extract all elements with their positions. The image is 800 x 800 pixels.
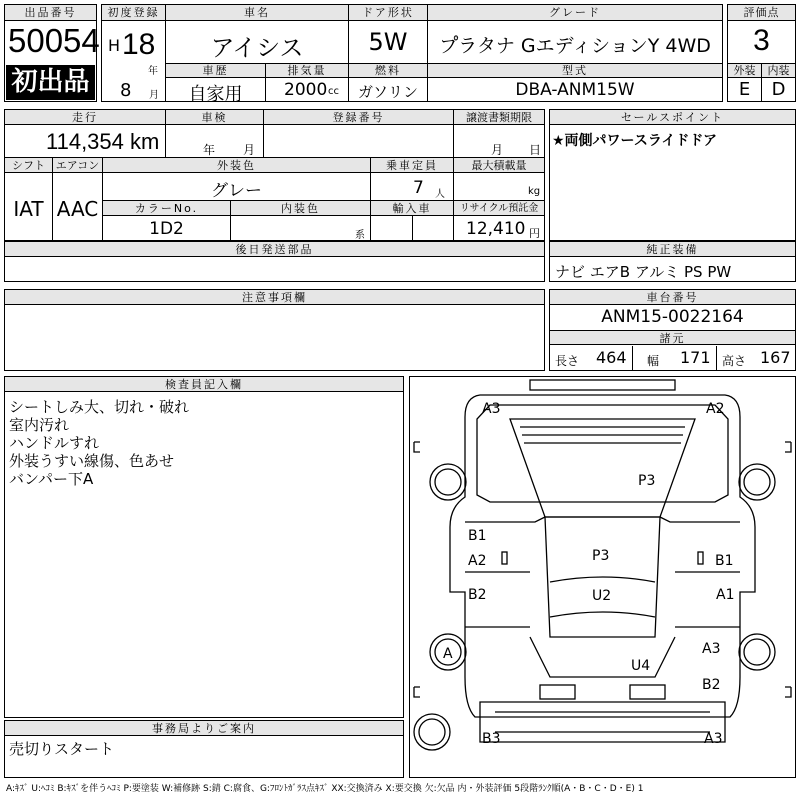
lot-number: 50054 [8, 22, 100, 59]
equipment-value: ナビ エアB アルミ PS PW [555, 263, 732, 281]
damage-mark: B1 [468, 528, 487, 544]
model-label: 型式 [428, 64, 722, 78]
width-label: 幅 [647, 354, 660, 368]
office-value: 売切りスタート [9, 740, 115, 758]
caution-label: 注意事項欄 [5, 290, 544, 305]
import-label: 輸入車 [371, 201, 453, 216]
damage-mark: A3 [482, 401, 501, 417]
damage-mark: U4 [631, 658, 651, 674]
first-reg-year: 18 [122, 28, 156, 61]
transfer-day-unit: 日 [529, 143, 542, 157]
color-no-value: 1D2 [149, 219, 184, 239]
damage-mark: A3 [704, 731, 723, 747]
shift-label: シフト [5, 158, 52, 173]
capacity-value: 7 [413, 178, 424, 198]
equipment-label: 純正装備 [550, 242, 795, 257]
capacity-unit: 人 [435, 189, 445, 200]
damage-mark: A2 [468, 553, 487, 569]
score-value: 3 [753, 24, 770, 57]
first-reg-month: 8 [120, 80, 132, 101]
inspector-line: ハンドルすれ [9, 434, 100, 452]
year-unit: 年 [148, 66, 158, 77]
era-prefix: H [108, 36, 121, 55]
damage-mark: A1 [716, 587, 735, 603]
car-name: アイシス [210, 34, 304, 62]
interior-color-label: 内装色 [231, 201, 370, 216]
fuel-value: ガソリン [357, 83, 418, 101]
height-value: 167 [760, 348, 791, 367]
displacement-label: 排気量 [266, 64, 348, 78]
history-label: 車歴 [166, 64, 265, 78]
displacement-value: 2000 [284, 80, 328, 100]
width-value: 171 [680, 348, 711, 367]
max-load-label: 最大積載量 [454, 158, 544, 173]
damage-mark: B2 [468, 587, 487, 603]
inspection-year-unit: 年 [203, 143, 216, 157]
aircon-label: エアコン [53, 158, 102, 173]
sales-point-label: セールスポイント [550, 110, 795, 125]
office-label: 事務局よりご案内 [5, 721, 403, 736]
later-parts-label: 後日発送部品 [5, 242, 544, 257]
lot-number-label: 出品番号 [5, 5, 96, 21]
height-label: 高さ [722, 354, 747, 368]
length-value: 464 [596, 348, 627, 367]
length-label: 長さ [555, 354, 580, 368]
damage-mark: A3 [702, 641, 721, 657]
exterior-value: E [738, 79, 751, 100]
history-value: 自家用 [188, 84, 243, 105]
dims-label: 諸元 [550, 330, 795, 345]
damage-mark: U2 [592, 588, 612, 604]
transfer-month-unit: 月 [491, 143, 504, 157]
recycle-unit: 円 [529, 227, 540, 240]
car-diagram [410, 377, 795, 777]
inspector-label: 検査員記入欄 [5, 377, 403, 392]
legend-text: A:ｷｽﾞ U:ﾍｺﾐ B:ｷｽﾞを伴うﾍｺﾐ P:要塗装 W:補修跡 S:錆 C:腐食、G:ﾌﾛﾝﾄｶﾞﾗｽ点ｷｽﾞ XX:交換済み X:要交換 欠:欠品 内・外装評価 5段階ﾗﾝｸ順(A・B・C・D・E) 1 [6, 784, 644, 794]
exterior-color-value: グレー [211, 181, 262, 201]
recycle-label: リサイクル預託金 [454, 201, 544, 216]
chassis-value: ANM15-0022164 [601, 307, 744, 327]
chassis-label: 車台番号 [550, 290, 795, 305]
inspector-line: 外装うすい線傷、色あせ [9, 452, 175, 470]
inspection-label: 車検 [166, 110, 263, 125]
door-value: 5W [368, 28, 408, 56]
exterior-color-label: 外装色 [103, 158, 370, 173]
damage-mark: P3 [638, 473, 656, 489]
color-no-label: カラーNo. [103, 201, 230, 216]
grade-label: グレード [428, 5, 722, 21]
fuel-label: 燃料 [349, 64, 427, 78]
first-reg-label: 初度登録 [102, 5, 165, 21]
sales-point-value: ★両側パワースライドドア [552, 133, 718, 149]
mileage-value: 114,354 km [46, 129, 160, 154]
mileage-label: 走行 [5, 110, 165, 125]
exterior-label: 外装 [728, 64, 761, 78]
damage-mark: P3 [592, 548, 610, 564]
month-unit: 月 [149, 90, 159, 101]
inspector-line: 室内汚れ [9, 416, 70, 434]
damage-mark: B2 [702, 677, 721, 693]
score-label: 評価点 [728, 5, 795, 21]
max-load-unit: kg [528, 186, 541, 197]
car-name-label: 車名 [166, 5, 348, 21]
sales-point-box [549, 109, 796, 241]
displacement-unit: cc [328, 86, 339, 97]
damage-mark: B3 [482, 731, 501, 747]
interior-label: 内装 [762, 64, 795, 78]
damage-mark: B1 [715, 553, 734, 569]
inspector-line: シートしみ大、切れ・破れ [9, 398, 190, 416]
interior-value: D [771, 79, 786, 100]
aircon-value: AAC [56, 197, 99, 221]
door-label: ドア形状 [349, 5, 427, 21]
model-value: DBA-ANM15W [515, 80, 635, 100]
shift-value: IAT [13, 197, 44, 221]
grade-value: プ゚ラタナ GエディションY 4WD [439, 35, 711, 57]
first-listing-badge: 初出品 [6, 65, 95, 100]
inspection-month-unit: 月 [243, 143, 256, 157]
damage-mark: A2 [706, 401, 725, 417]
capacity-label: 乗車定員 [371, 158, 453, 173]
reg-number-label: 登録番号 [264, 110, 453, 125]
transfer-deadline-label: 譲渡書類期限 [454, 110, 544, 125]
interior-color-unit: 系 [355, 230, 365, 241]
recycle-value: 12,410 [466, 219, 526, 239]
inspector-line: バンパー下A [9, 470, 94, 488]
damage-mark: A [443, 646, 453, 662]
